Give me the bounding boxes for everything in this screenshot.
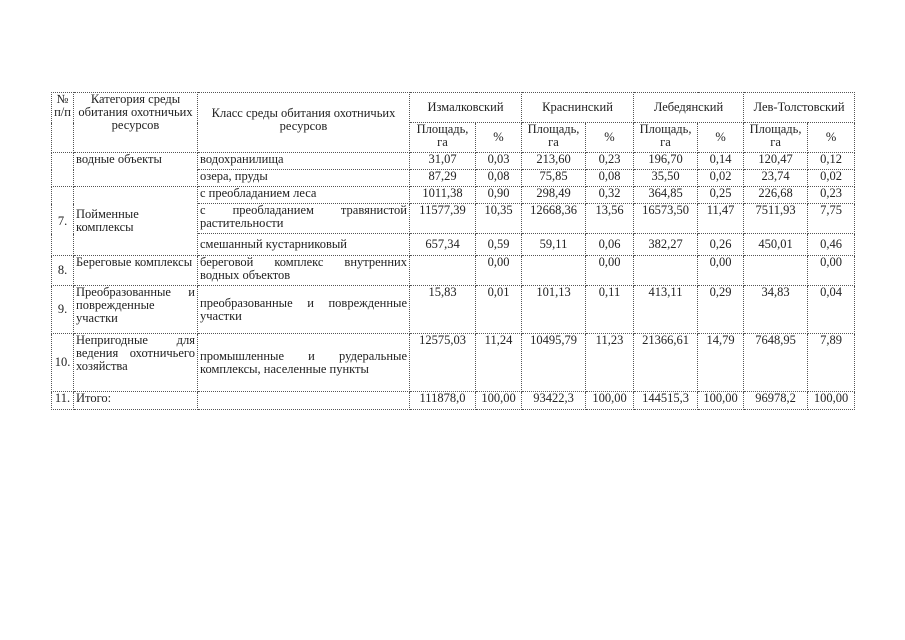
- cell-area: 11577,39: [410, 204, 476, 234]
- cell-pct: 0,14: [698, 153, 744, 170]
- cell-pct: 7,89: [808, 334, 855, 392]
- cell-pct: 0,90: [476, 187, 522, 204]
- cell-area: 12668,36: [522, 204, 586, 234]
- cell-area: 101,13: [522, 286, 586, 334]
- cell-area: 298,49: [522, 187, 586, 204]
- cell-pct: 100,00: [476, 392, 522, 410]
- row-class: с преобладанием травянистой растительности: [198, 204, 410, 234]
- header-district: Лев-Толстовский: [744, 93, 855, 123]
- cell-area: 23,74: [744, 170, 808, 187]
- header-district: Краснинский: [522, 93, 634, 123]
- header-district: Лебедянский: [634, 93, 744, 123]
- cell-area: 87,29: [410, 170, 476, 187]
- row-category: Преобразованные и поврежденные участки: [74, 286, 198, 334]
- header-pct: %: [476, 123, 522, 153]
- row-class: озера, пруды: [198, 170, 410, 187]
- cell-area: 7648,95: [744, 334, 808, 392]
- table-row: [52, 334, 855, 392]
- cell-pct: 0,00: [586, 256, 634, 286]
- row-class: смешанный кустарниковый: [198, 234, 410, 256]
- row-class: [198, 392, 410, 410]
- table-row: [52, 153, 855, 170]
- table-row: [52, 256, 855, 286]
- cell-pct: 100,00: [586, 392, 634, 410]
- cell-pct: 0,04: [808, 286, 855, 334]
- row-num: 9.: [52, 286, 74, 334]
- row-class: промышленные и рудеральные комплексы, населенные пункты: [198, 334, 410, 392]
- cell-area: 96978,2: [744, 392, 808, 410]
- cell-area: 75,85: [522, 170, 586, 187]
- cell-pct: 0,03: [476, 153, 522, 170]
- cell-pct: 0,08: [476, 170, 522, 187]
- table-row: [52, 286, 855, 334]
- row-class: береговой комплекс внутренних водных объектов: [198, 256, 410, 286]
- header-area: Площадь, га: [634, 123, 698, 153]
- cell-area: 93422,3: [522, 392, 586, 410]
- cell-area: 382,27: [634, 234, 698, 256]
- cell-area: 21366,61: [634, 334, 698, 392]
- cell-pct: 14,79: [698, 334, 744, 392]
- header-category: Категория среды обитания охотничьих ресурсов: [74, 93, 198, 153]
- row-num: 8.: [52, 256, 74, 286]
- cell-area: 35,50: [634, 170, 698, 187]
- cell-pct: 0,32: [586, 187, 634, 204]
- header-area: Площадь, га: [744, 123, 808, 153]
- cell-pct: 10,35: [476, 204, 522, 234]
- cell-pct: 100,00: [808, 392, 855, 410]
- row-category: Береговые комплексы: [74, 256, 198, 286]
- cell-pct: 100,00: [698, 392, 744, 410]
- cell-area: 213,60: [522, 153, 586, 170]
- cell-area: 12575,03: [410, 334, 476, 392]
- cell-pct: 0,59: [476, 234, 522, 256]
- cell-pct: 0,08: [586, 170, 634, 187]
- cell-pct: 0,06: [586, 234, 634, 256]
- header-area: Площадь, га: [522, 123, 586, 153]
- cell-pct: 0,26: [698, 234, 744, 256]
- row-num: 7.: [52, 187, 74, 256]
- header-num: № п/п: [52, 93, 74, 153]
- row-num: [52, 153, 74, 187]
- cell-pct: 0,02: [698, 170, 744, 187]
- header-area: Площадь, га: [410, 123, 476, 153]
- cell-area: 450,01: [744, 234, 808, 256]
- row-class: преобразованные и поврежденные участки: [198, 286, 410, 334]
- cell-area: 7511,93: [744, 204, 808, 234]
- cell-pct: 0,00: [808, 256, 855, 286]
- cell-pct: 0,46: [808, 234, 855, 256]
- header-pct: %: [808, 123, 855, 153]
- cell-area: 657,34: [410, 234, 476, 256]
- cell-pct: 11,47: [698, 204, 744, 234]
- cell-area: 59,11: [522, 234, 586, 256]
- row-category: Пойменные комплексы: [74, 187, 198, 256]
- cell-area: 34,83: [744, 286, 808, 334]
- cell-area: 413,11: [634, 286, 698, 334]
- row-category: Непригодные для ведения охотничьего хозяйства: [74, 334, 198, 392]
- row-class: водохранилища: [198, 153, 410, 170]
- header-row-1: [52, 93, 855, 123]
- cell-pct: 0,00: [698, 256, 744, 286]
- habitat-table: [51, 92, 855, 410]
- cell-area: 16573,50: [634, 204, 698, 234]
- cell-pct: 13,56: [586, 204, 634, 234]
- cell-area: 226,68: [744, 187, 808, 204]
- cell-area: 144515,3: [634, 392, 698, 410]
- cell-area: 10495,79: [522, 334, 586, 392]
- cell-pct: 11,24: [476, 334, 522, 392]
- cell-pct: 11,23: [586, 334, 634, 392]
- cell-pct: 0,23: [586, 153, 634, 170]
- cell-area: 364,85: [634, 187, 698, 204]
- row-num: 10.: [52, 334, 74, 392]
- cell-pct: 0,29: [698, 286, 744, 334]
- cell-pct: 0,01: [476, 286, 522, 334]
- cell-area: 196,70: [634, 153, 698, 170]
- header-pct: %: [698, 123, 744, 153]
- cell-pct: 7,75: [808, 204, 855, 234]
- cell-area: 31,07: [410, 153, 476, 170]
- cell-pct: 0,25: [698, 187, 744, 204]
- cell-pct: 0,12: [808, 153, 855, 170]
- cell-area: [522, 256, 586, 286]
- header-class: Класс среды обитания охотничьих ресурсов: [198, 93, 410, 153]
- table-row: [52, 187, 855, 204]
- header-pct: %: [586, 123, 634, 153]
- row-category: Итого:: [74, 392, 198, 410]
- cell-pct: 0,11: [586, 286, 634, 334]
- row-num: 11.: [52, 392, 74, 410]
- cell-area: [744, 256, 808, 286]
- row-category: водные объекты: [74, 153, 198, 187]
- cell-area: 111878,0: [410, 392, 476, 410]
- cell-pct: 0,02: [808, 170, 855, 187]
- cell-area: 120,47: [744, 153, 808, 170]
- cell-pct: 0,23: [808, 187, 855, 204]
- row-class: с преобладанием леса: [198, 187, 410, 204]
- cell-area: 15,83: [410, 286, 476, 334]
- cell-area: [634, 256, 698, 286]
- total-row: [52, 392, 855, 410]
- cell-area: [410, 256, 476, 286]
- cell-area: 1011,38: [410, 187, 476, 204]
- header-district: Измалковский: [410, 93, 522, 123]
- cell-pct: 0,00: [476, 256, 522, 286]
